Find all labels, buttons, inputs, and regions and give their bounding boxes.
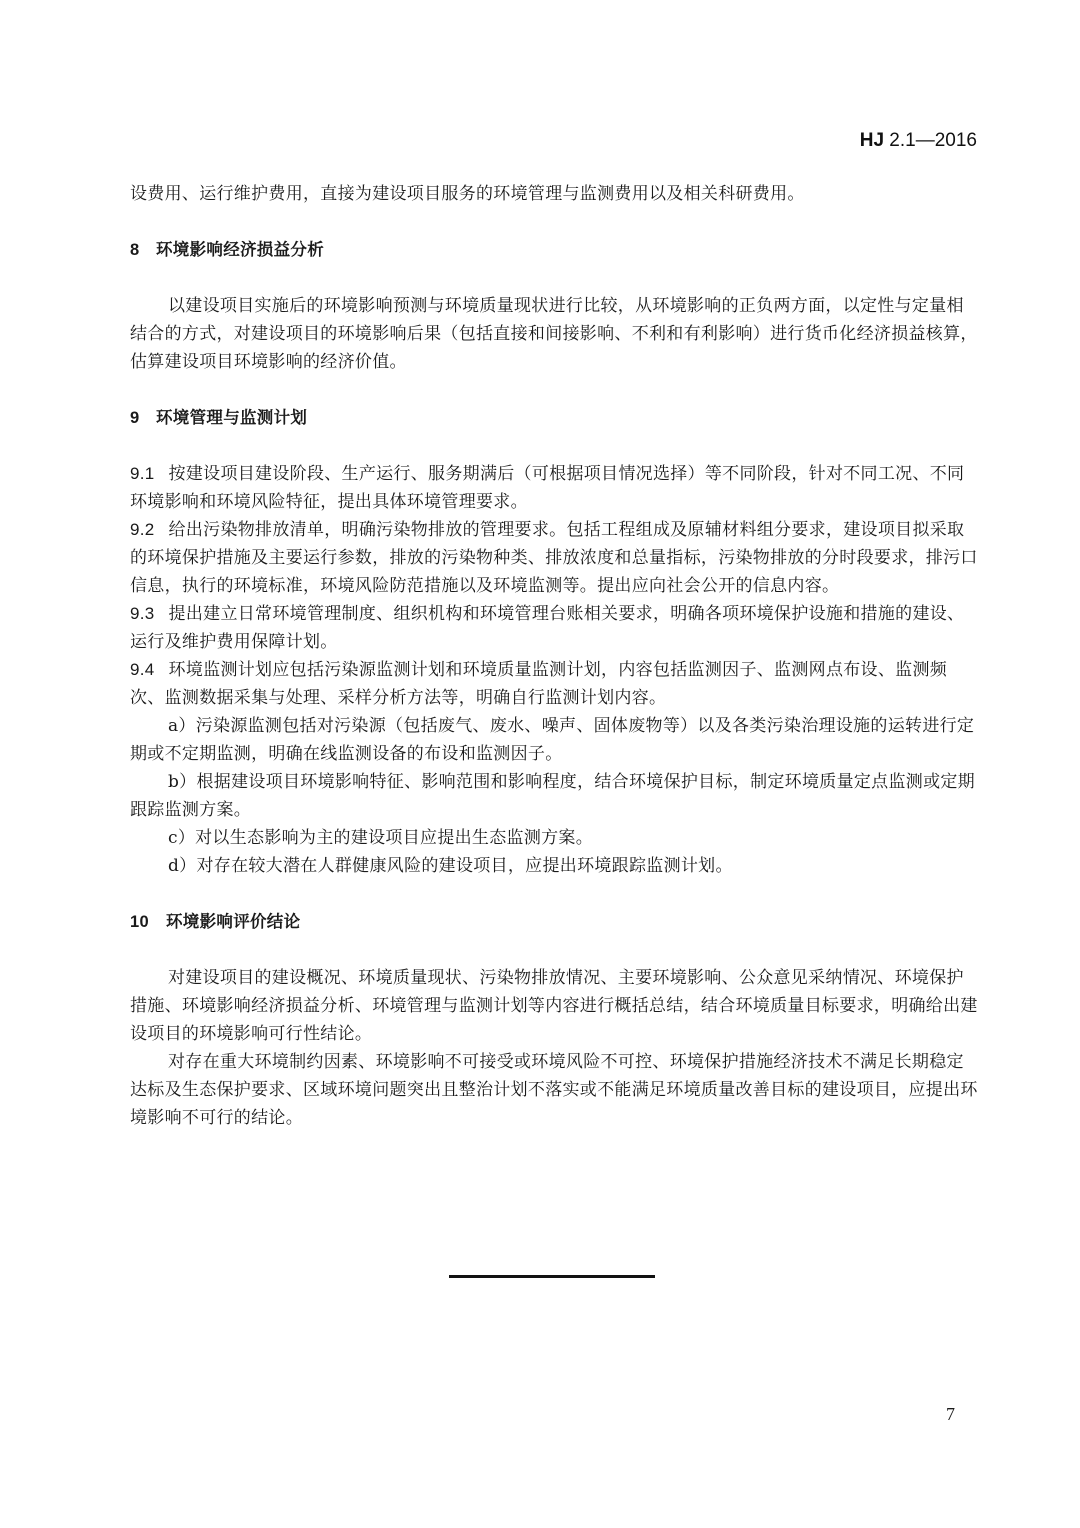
- section-heading-9: [130, 404, 978, 432]
- paragraph: 以建设项目实施后的环境影响预测与环境质量现状进行比较，从环境影响的正负两方面，以定性与定量相结合的方式，对建设项目的环境影响后果（包括直接和间接影响、不利和有利影响）进行货币化经济损益核算，估算建设项目环境影响的经济价值。: [130, 296, 978, 372]
- paragraph: 对建设项目的建设概况、环境质量现状、污染物排放情况、主要环境影响、公众意见采纳情况、环境保护措施、环境影响经济损益分析、环境管理与监测计划等内容进行概括总结，结合环境质量目标要求，明确给出建设项目的环境影响可行性结论。: [130, 968, 978, 1044]
- list-item-d: d）对存在较大潜在人群健康风险的建设项目，应提出环境跟踪监测计划。: [168, 856, 733, 876]
- clause-9-4: [130, 656, 978, 712]
- clause-text: 给出污染物排放清单，明确污染物排放的管理要求。包括工程组成及原辅材料组分要求，建设项目拟采取的环境保护措施及主要运行参数，排放的污染物种类、排放浓度和总量指标，污染物排放的分时段要求，排污口信息，执行的环境标准，环境风险防范措施以及环境监测等。提出应向社会公开的信息内容。: [130, 520, 978, 596]
- section-title: 环境影响经济损益分析: [156, 240, 324, 259]
- document-body: [130, 180, 978, 1132]
- clause-9-1: [130, 460, 978, 516]
- clause-number: 9.4: [130, 660, 155, 679]
- clause-9-3: [130, 600, 978, 656]
- clause-9-2: [130, 516, 978, 600]
- standard-code: [860, 130, 977, 152]
- clause-text: 提出建立日常环境管理制度、组织机构和环境管理台账相关要求，明确各项环境保护设施和措施的建设、运行及维护费用保障计划。: [130, 604, 965, 652]
- section-number: 10: [130, 913, 149, 931]
- clause-text: 环境监测计划应包括污染源监测计划和环境质量监测计划，内容包括监测因子、监测网点布设、监测频次、监测数据采集与处理、采样分析方法等，明确自行监测计划内容。: [130, 660, 948, 708]
- page-number: 7: [946, 1404, 955, 1424]
- paragraph-continuation: 设费用、运行维护费用，直接为建设项目服务的环境管理与监测费用以及相关科研费用。: [130, 184, 805, 204]
- clause-number: 9.1: [130, 464, 155, 483]
- section-heading-8: [130, 236, 978, 264]
- section-title: 环境管理与监测计划: [156, 408, 308, 427]
- list-item-c: c）对以生态影响为主的建设项目应提出生态监测方案。: [168, 828, 594, 848]
- standard-prefix: HJ: [859, 130, 885, 151]
- paragraph: 对存在重大环境制约因素、环境影响不可接受或环境风险不可控、环境保护措施经济技术不满足长期稳定达标及生态保护要求、区域环境问题突出且整治计划不落实或不能满足环境质量改善目标的建设项目，应提出环境影响不可行的结论。: [130, 1052, 978, 1128]
- standard-number: 2.1—2016: [884, 130, 977, 151]
- section-number: 9: [130, 409, 140, 427]
- list-item-a: a）污染源监测包括对污染源（包括废气、废水、噪声、固体废物等）以及各类污染治理设施的运转进行定期或不定期监测，明确在线监测设备的布设和监测因子。: [130, 716, 975, 764]
- clause-number: 9.3: [130, 604, 155, 623]
- clause-number: 9.2: [130, 520, 155, 539]
- section-title: 环境影响评价结论: [166, 912, 301, 931]
- section-heading-10: [130, 908, 978, 936]
- clause-text: 按建设项目建设阶段、生产运行、服务期满后（可根据项目情况选择）等不同阶段，针对不同工况、不同环境影响和环境风险特征，提出具体环境管理要求。: [130, 464, 965, 512]
- list-item-b: b）根据建设项目环境影响特征、影响范围和影响程度，结合环境保护目标，制定环境质量定点监测或定期跟踪监测方案。: [130, 772, 975, 820]
- section-number: 8: [130, 241, 140, 259]
- end-rule: [449, 1275, 655, 1278]
